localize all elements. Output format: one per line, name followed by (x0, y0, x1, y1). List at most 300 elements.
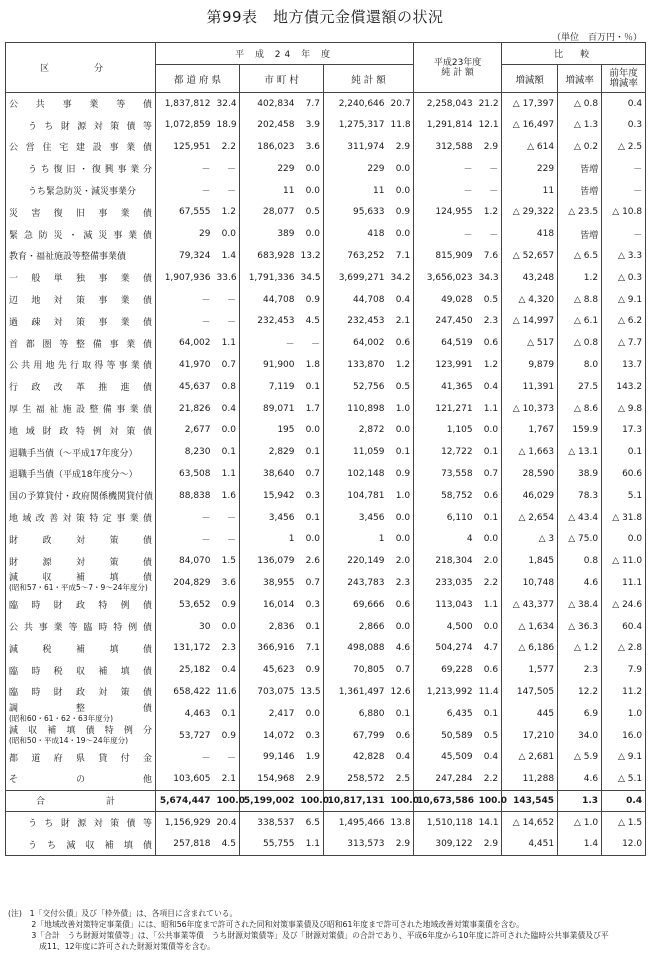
footnote-4: 成11、12年度に許可された財源対策債等を含む。 (8, 942, 215, 951)
cell-diff-rate: △ 23.5 (558, 201, 602, 223)
cell-muni-amount: 55,755 (240, 834, 298, 856)
cell-h23-amount: 504,274 (414, 637, 476, 659)
cell-net-amount: 67,799 (324, 725, 388, 747)
table-row (6, 93, 646, 115)
page-title: 第99表 地方債元金償還額の状況 (206, 8, 444, 26)
cell-diff-amount: 11,391 (502, 376, 558, 398)
cell-diff-rate: 2.3 (558, 659, 602, 681)
cell-pref-amount: － (156, 180, 214, 202)
footnotes (8, 908, 644, 952)
row-label (6, 725, 156, 747)
repayment-table (5, 42, 646, 856)
cell-net-pct: 4.6 (388, 637, 414, 659)
row-label: うち財源対策債等 (6, 812, 156, 834)
cell-muni-pct: 0.5 (298, 201, 324, 223)
row-label: 地域財政特例対策債 (6, 419, 156, 441)
cell-pref-amount: 45,637 (156, 376, 214, 398)
cell-h23-pct: 1.2 (476, 201, 502, 223)
header-prev-rate (602, 65, 646, 93)
cell-muni-pct: 0.0 (298, 180, 324, 202)
cell-muni-pct: 0.3 (298, 594, 324, 616)
table-row (6, 310, 646, 332)
row-label: うち減収補填債 (6, 834, 156, 856)
cell-pref-amount: 79,324 (156, 245, 214, 267)
cell-diff-amount: △ 14,997 (502, 310, 558, 332)
cell-net-pct: 0.9 (388, 201, 414, 223)
cell-pref-amount: － (156, 507, 214, 529)
cell-net-amount: 104,781 (324, 485, 388, 507)
cell-prev-rate: 1.0 (602, 703, 646, 725)
cell-net-pct: 0.0 (388, 419, 414, 441)
cell-pref-amount: － (156, 289, 214, 311)
cell-pref-amount: 103,605 (156, 768, 214, 790)
row-label: 首都圏等整備事業債 (6, 332, 156, 354)
cell-h23-pct: － (476, 223, 502, 245)
cell-h23-amount: 1,291,814 (414, 114, 476, 136)
cell-h23-amount: 45,509 (414, 746, 476, 768)
cell-diff-rate: △ 0.8 (558, 332, 602, 354)
cell-net-pct: 2.0 (388, 550, 414, 572)
cell-diff-amount: △ 10,373 (502, 398, 558, 420)
cell-pref-amount: 5,674,447 (156, 790, 214, 812)
cell-pref-amount: － (156, 158, 214, 180)
cell-diff-amount: △ 614 (502, 136, 558, 158)
cell-net-pct: 0.0 (388, 507, 414, 529)
cell-prev-rate: △ 11.0 (602, 550, 646, 572)
cell-pref-pct: 32.4 (214, 93, 240, 115)
cell-h23-amount: 121,271 (414, 398, 476, 420)
cell-pref-amount: 1,837,812 (156, 93, 214, 115)
cell-muni-pct: － (298, 332, 324, 354)
cell-diff-rate: △ 1.3 (558, 114, 602, 136)
table-row (6, 398, 646, 420)
cell-net-amount: 2,872 (324, 419, 388, 441)
cell-muni-pct: 6.5 (298, 812, 324, 834)
cell-pref-amount: 53,652 (156, 594, 214, 616)
cell-net-amount: 763,252 (324, 245, 388, 267)
row-label: 行政改革推進債 (6, 376, 156, 398)
cell-h23-pct: 11.4 (476, 681, 502, 703)
cell-pref-pct: 0.0 (214, 419, 240, 441)
cell-diff-rate: 12.2 (558, 681, 602, 703)
cell-h23-pct: 2.2 (476, 768, 502, 790)
cell-prev-rate: △ 10.8 (602, 201, 646, 223)
cell-net-pct: 1.2 (388, 354, 414, 376)
cell-h23-pct: 0.0 (476, 419, 502, 441)
cell-h23-pct: 1.2 (476, 354, 502, 376)
cell-diff-amount: △ 2,654 (502, 507, 558, 529)
cell-diff-rate: △ 1.0 (558, 812, 602, 834)
row-label: 一般単独事業債 (6, 267, 156, 289)
cell-diff-rate: △ 36.3 (558, 616, 602, 638)
cell-pref-amount: 63,508 (156, 463, 214, 485)
cell-diff-rate: △ 1.2 (558, 637, 602, 659)
cell-pref-pct: 1.1 (214, 463, 240, 485)
cell-net-amount: 3,456 (324, 507, 388, 529)
cell-net-amount: 1,361,497 (324, 681, 388, 703)
cell-pref-pct: 0.9 (214, 725, 240, 747)
cell-pref-amount: 204,829 (156, 572, 214, 594)
cell-diff-amount: △ 16,497 (502, 114, 558, 136)
table-row (6, 834, 646, 856)
cell-prev-rate: △ 0.3 (602, 267, 646, 289)
header-diff: 増減額 (502, 65, 558, 93)
row-label: 厚生福祉施設整備事業債 (6, 398, 156, 420)
cell-pref-pct: 0.0 (214, 616, 240, 638)
cell-diff-rate: 159.9 (558, 419, 602, 441)
cell-h23-amount: 1,105 (414, 419, 476, 441)
cell-muni-amount: 195 (240, 419, 298, 441)
row-label: 公営住宅建設事業債 (6, 136, 156, 158)
cell-prev-rate: 0.0 (602, 528, 646, 550)
cell-prev-rate: △ 1.5 (602, 812, 646, 834)
cell-h23-amount: 64,519 (414, 332, 476, 354)
table-row (6, 201, 646, 223)
row-label-main: 減収補填債特例分 (9, 726, 152, 736)
cell-pref-pct: 1.5 (214, 550, 240, 572)
cell-diff-amount: △ 43,377 (502, 594, 558, 616)
cell-pref-amount: 30 (156, 616, 214, 638)
cell-h23-amount: － (414, 180, 476, 202)
cell-pref-amount: 125,951 (156, 136, 214, 158)
cell-net-amount: 64,002 (324, 332, 388, 354)
table-row (6, 114, 646, 136)
cell-net-pct: 0.1 (388, 441, 414, 463)
cell-pref-pct: － (214, 310, 240, 332)
cell-diff-rate: △ 6.1 (558, 310, 602, 332)
table-row (6, 659, 646, 681)
cell-pref-amount: 41,970 (156, 354, 214, 376)
cell-muni-pct: 2.9 (298, 768, 324, 790)
cell-pref-amount: － (156, 746, 214, 768)
cell-diff-amount: 11 (502, 180, 558, 202)
cell-diff-amount: 143,545 (502, 790, 558, 812)
cell-muni-amount: 186,023 (240, 136, 298, 158)
cell-diff-amount: 147,505 (502, 681, 558, 703)
cell-muni-amount: 136,079 (240, 550, 298, 572)
cell-h23-pct: 0.1 (476, 507, 502, 529)
cell-prev-rate: 11.1 (602, 572, 646, 594)
cell-diff-amount: △ 17,397 (502, 93, 558, 115)
cell-h23-amount: 12,722 (414, 441, 476, 463)
cell-pref-amount: 2,677 (156, 419, 214, 441)
cell-net-pct: 0.0 (388, 616, 414, 638)
cell-muni-amount: 229 (240, 158, 298, 180)
cell-muni-pct: 0.0 (298, 419, 324, 441)
cell-diff-amount: △ 52,657 (502, 245, 558, 267)
cell-h23-amount: 10,673,586 (414, 790, 476, 812)
cell-pref-pct: 1.1 (214, 332, 240, 354)
cell-net-amount: 232,453 (324, 310, 388, 332)
cell-h23-amount: － (414, 158, 476, 180)
cell-net-pct: 2.5 (388, 768, 414, 790)
table-row (6, 332, 646, 354)
cell-net-pct: 0.0 (388, 528, 414, 550)
cell-diff-rate: △ 8.8 (558, 289, 602, 311)
cell-net-amount: 102,148 (324, 463, 388, 485)
cell-net-pct: 100.0 (388, 790, 414, 812)
cell-muni-amount: 15,942 (240, 485, 298, 507)
cell-h23-pct: 2.3 (476, 310, 502, 332)
cell-diff-rate: 8.0 (558, 354, 602, 376)
table-row (6, 572, 646, 594)
cell-muni-pct: 7.1 (298, 637, 324, 659)
header-h24: 平 成 24 年 度 (156, 43, 414, 65)
cell-h23-amount: 2,258,043 (414, 93, 476, 115)
cell-pref-pct: 0.7 (214, 354, 240, 376)
cell-diff-rate: 1.3 (558, 790, 602, 812)
cell-h23-pct: 0.1 (476, 703, 502, 725)
cell-h23-amount: 49,028 (414, 289, 476, 311)
row-label: うち財源対策債等 (6, 114, 156, 136)
cell-muni-pct: 4.5 (298, 310, 324, 332)
cell-net-pct: 7.1 (388, 245, 414, 267)
cell-diff-rate: △ 8.6 (558, 398, 602, 420)
cell-muni-pct: 1.8 (298, 354, 324, 376)
cell-prev-rate: △ 9.1 (602, 746, 646, 768)
cell-net-amount: 44,708 (324, 289, 388, 311)
cell-h23-pct: 0.0 (476, 616, 502, 638)
cell-net-pct: 2.9 (388, 834, 414, 856)
cell-net-pct: 0.1 (388, 703, 414, 725)
cell-h23-amount: 69,228 (414, 659, 476, 681)
cell-net-amount: 11 (324, 180, 388, 202)
cell-prev-rate: 60.4 (602, 616, 646, 638)
cell-diff-rate: △ 13.1 (558, 441, 602, 463)
cell-prev-rate: △ 7.7 (602, 332, 646, 354)
cell-muni-pct: 100.0 (298, 790, 324, 812)
row-label (6, 703, 156, 725)
cell-diff-amount: 28,590 (502, 463, 558, 485)
table-row (6, 136, 646, 158)
cell-h23-pct: 0.5 (476, 289, 502, 311)
cell-pref-pct: 18.9 (214, 114, 240, 136)
cell-h23-pct: 1.1 (476, 594, 502, 616)
cell-h23-amount: 58,752 (414, 485, 476, 507)
table-row (6, 376, 646, 398)
cell-diff-rate: △ 38.4 (558, 594, 602, 616)
cell-h23-pct: 0.5 (476, 725, 502, 747)
cell-muni-amount: 38,640 (240, 463, 298, 485)
cell-diff-amount: 229 (502, 158, 558, 180)
cell-pref-pct: 2.3 (214, 637, 240, 659)
table-row (6, 507, 646, 529)
row-label: 公共事業等臨時特例債 (6, 616, 156, 638)
cell-prev-rate: 0.4 (602, 93, 646, 115)
table-row (6, 528, 646, 550)
cell-net-amount: 6,880 (324, 703, 388, 725)
cell-pref-amount: 131,172 (156, 637, 214, 659)
cell-prev-rate: △ 9.1 (602, 289, 646, 311)
cell-prev-rate: 0.3 (602, 114, 646, 136)
cell-pref-amount: 29 (156, 223, 214, 245)
table-row (6, 637, 646, 659)
table-row (6, 485, 646, 507)
cell-net-amount: 243,783 (324, 572, 388, 594)
cell-h23-pct: － (476, 180, 502, 202)
cell-pref-amount: 25,182 (156, 659, 214, 681)
cell-diff-rate: 皆増 (558, 223, 602, 245)
cell-muni-pct: 0.3 (298, 485, 324, 507)
cell-net-pct: 0.6 (388, 332, 414, 354)
row-label: 公共事業等債 (6, 93, 156, 115)
cell-h23-amount: 815,909 (414, 245, 476, 267)
cell-h23-pct: 2.9 (476, 834, 502, 856)
cell-pref-pct: 0.0 (214, 223, 240, 245)
cell-diff-rate: △ 43.4 (558, 507, 602, 529)
cell-h23-amount: 50,589 (414, 725, 476, 747)
table-row (6, 267, 646, 289)
cell-net-pct: 20.7 (388, 93, 414, 115)
cell-muni-pct: 13.2 (298, 245, 324, 267)
header-prev-rate-line2: 増減率 (609, 77, 638, 89)
cell-pref-amount: 658,422 (156, 681, 214, 703)
cell-pref-amount: 257,818 (156, 834, 214, 856)
cell-net-amount: 229 (324, 158, 388, 180)
cell-muni-pct: 0.9 (298, 289, 324, 311)
cell-net-amount: 95,633 (324, 201, 388, 223)
header-net-total: 純 計 額 (324, 65, 414, 93)
header-rate: 増減率 (558, 65, 602, 93)
cell-muni-amount: 389 (240, 223, 298, 245)
cell-h23-amount: 73,558 (414, 463, 476, 485)
row-label: 退職手当債（平成18年度分～） (6, 463, 156, 485)
cell-net-amount: 2,866 (324, 616, 388, 638)
row-label: 地域改善対策特定事業債 (6, 507, 156, 529)
row-label: 財政対策債 (6, 528, 156, 550)
cell-muni-pct: 0.7 (298, 572, 324, 594)
cell-prev-rate: 16.0 (602, 725, 646, 747)
cell-muni-amount: 1,791,336 (240, 267, 298, 289)
cell-muni-amount: 2,829 (240, 441, 298, 463)
cell-net-pct: 13.8 (388, 812, 414, 834)
cell-h23-amount: 6,435 (414, 703, 476, 725)
cell-net-pct: 0.5 (388, 376, 414, 398)
row-label: 緊急防災・減災事業債 (6, 223, 156, 245)
cell-net-pct: 2.1 (388, 310, 414, 332)
cell-h23-pct: 0.6 (476, 485, 502, 507)
cell-net-amount: 1 (324, 528, 388, 550)
cell-diff-amount: △ 29,322 (502, 201, 558, 223)
cell-h23-pct: 2.9 (476, 136, 502, 158)
cell-pref-amount: 1,072,859 (156, 114, 214, 136)
cell-h23-pct: 0.6 (476, 659, 502, 681)
cell-net-amount: 418 (324, 223, 388, 245)
cell-muni-pct: 7.7 (298, 93, 324, 115)
cell-pref-amount: 64,002 (156, 332, 214, 354)
cell-muni-amount: 1 (240, 528, 298, 550)
cell-diff-rate: 4.6 (558, 768, 602, 790)
cell-pref-pct: 0.1 (214, 441, 240, 463)
table-row (6, 223, 646, 245)
row-label: 臨時税収補填債 (6, 659, 156, 681)
cell-muni-amount: 232,453 (240, 310, 298, 332)
row-label-note: (昭和60・61・62・63年度分) (9, 714, 114, 724)
cell-prev-rate: 60.6 (602, 463, 646, 485)
cell-muni-amount: 16,014 (240, 594, 298, 616)
cell-net-amount: 1,495,466 (324, 812, 388, 834)
table-row (6, 441, 646, 463)
cell-diff-amount: △ 2,681 (502, 746, 558, 768)
cell-net-pct: 0.6 (388, 725, 414, 747)
cell-prev-rate: △ 9.8 (602, 398, 646, 420)
cell-diff-rate: △ 75.0 (558, 528, 602, 550)
cell-pref-amount: 67,555 (156, 201, 214, 223)
cell-diff-amount: 11,288 (502, 768, 558, 790)
cell-h23-pct: 0.6 (476, 332, 502, 354)
row-label: 教育・福祉施設等整備事業債 (6, 245, 156, 267)
cell-h23-amount: 41,365 (414, 376, 476, 398)
cell-pref-pct: 0.8 (214, 376, 240, 398)
cell-h23-amount: 309,122 (414, 834, 476, 856)
cell-h23-amount: 4,500 (414, 616, 476, 638)
cell-pref-pct: － (214, 180, 240, 202)
cell-net-amount: 10,817,131 (324, 790, 388, 812)
table-body (6, 93, 646, 856)
cell-muni-pct: 0.1 (298, 507, 324, 529)
row-label: 公共用地先行取得等事業債 (6, 354, 156, 376)
cell-net-amount: 1,275,317 (324, 114, 388, 136)
cell-pref-pct: 0.1 (214, 703, 240, 725)
table-row (6, 245, 646, 267)
header-kubun: 区 分 (6, 43, 156, 93)
row-label: 過疎対策事業債 (6, 310, 156, 332)
cell-net-pct: 2.3 (388, 572, 414, 594)
cell-prev-rate: △ 6.2 (602, 310, 646, 332)
cell-muni-amount: 14,072 (240, 725, 298, 747)
cell-diff-rate: 4.6 (558, 572, 602, 594)
cell-net-amount: 3,699,271 (324, 267, 388, 289)
cell-h23-pct: 34.3 (476, 267, 502, 289)
cell-net-pct: 0.6 (388, 594, 414, 616)
cell-pref-pct: 11.6 (214, 681, 240, 703)
cell-diff-rate: 34.0 (558, 725, 602, 747)
cell-muni-pct: 0.9 (298, 659, 324, 681)
cell-muni-amount: 7,119 (240, 376, 298, 398)
cell-net-pct: 2.9 (388, 136, 414, 158)
cell-net-pct: 1.0 (388, 485, 414, 507)
cell-net-pct: 0.0 (388, 158, 414, 180)
cell-net-amount: 70,805 (324, 659, 388, 681)
cell-h23-amount: 6,110 (414, 507, 476, 529)
cell-diff-amount: 43,248 (502, 267, 558, 289)
cell-pref-pct: － (214, 507, 240, 529)
cell-diff-amount: △ 3 (502, 528, 558, 550)
cell-net-amount: 110,898 (324, 398, 388, 420)
cell-diff-rate: 皆増 (558, 180, 602, 202)
cell-h23-amount: 123,991 (414, 354, 476, 376)
cell-muni-amount: － (240, 332, 298, 354)
cell-h23-pct: 7.6 (476, 245, 502, 267)
cell-net-pct: 0.0 (388, 180, 414, 202)
cell-diff-rate: 27.5 (558, 376, 602, 398)
footnote-3: 3「合計 うち財源対策債等」は、「公共事業等債 うち財源対策債等」及び「財源対策債」の合計であり、平成6年度から10年度に許可された臨時公共事業債及び平 (8, 931, 609, 940)
cell-muni-pct: 0.1 (298, 616, 324, 638)
cell-pref-amount: 1,907,936 (156, 267, 214, 289)
cell-prev-rate: △ 3.3 (602, 245, 646, 267)
row-label-main: 調整債 (9, 704, 152, 715)
cell-muni-amount: 89,071 (240, 398, 298, 420)
cell-h23-pct: 0.0 (476, 528, 502, 550)
cell-net-pct: 12.6 (388, 681, 414, 703)
cell-diff-amount: 17,210 (502, 725, 558, 747)
cell-muni-amount: 44,708 (240, 289, 298, 311)
cell-pref-pct: 20.4 (214, 812, 240, 834)
cell-muni-pct: 0.0 (298, 223, 324, 245)
cell-pref-pct: 3.6 (214, 572, 240, 594)
cell-prev-rate: 17.3 (602, 419, 646, 441)
table-row (6, 703, 646, 725)
